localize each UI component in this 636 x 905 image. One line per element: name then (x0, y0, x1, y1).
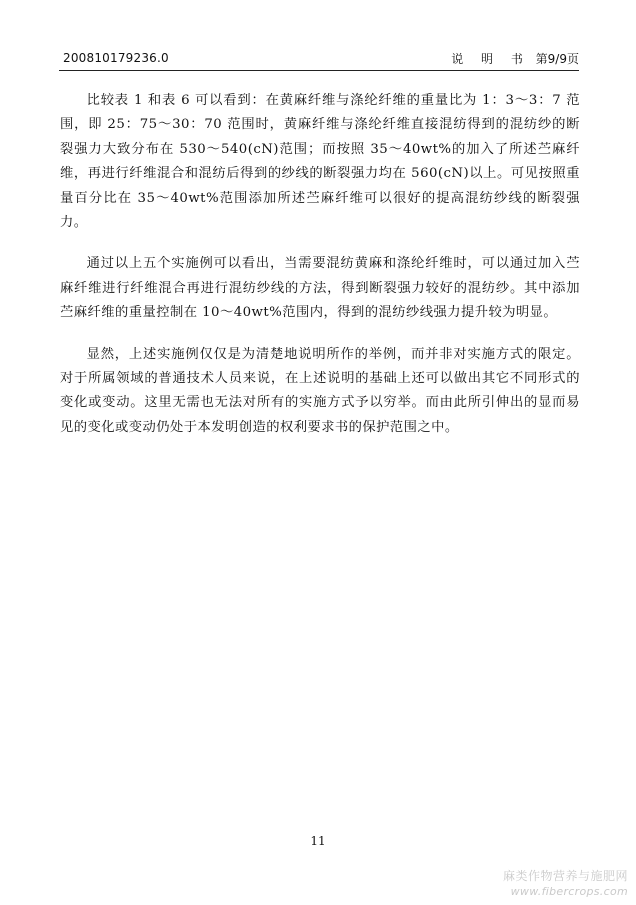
site-watermark (503, 869, 628, 899)
page-indicator: 第9/9页 (535, 52, 579, 66)
paragraph-summary: 通过以上五个实施例可以看出，当需要混纺黄麻和涤纶纤维时，可以通过加入苎麻纤维进行纤维混合再进行混纺纱线的方法，得到断裂强力较好的混纺纱。其中添加苎麻纤维的重量控制在 10～40wt%范围内，得到的混纺纱线强力提升较为明显。 (60, 256, 580, 321)
header-divider (59, 70, 579, 71)
paragraph-comparison: 比较表 1 和表 6 可以看到：在黄麻纤维与涤纶纤维的重量比为 1：3～3：7 范围，即 25：75～30：70 范围时，黄麻纤维与涤纶纤维直接混纺得到的混纺纱的断裂强力大致分布在 530～540(cN)范围；而按照 35～40wt%的加入了所述苎麻纤维，再进行纤维混合和混纺后得到的纱线的断裂强力均在 560(cN)以上。可见按照重量百分比在 35～40wt%范围添加所述苎麻纤维可以很好的提高混纺纱线的断裂强力。 (60, 93, 580, 231)
header-title-block (451, 50, 579, 67)
paragraph-disclaimer: 显然，上述实施例仅仅是为清楚地说明所作的举例，而并非对实施方式的限定。对于所属领域的普通技术人员来说，在上述说明的基础上还可以做出其它不同形式的变化或变动。这里无需也无法对所有的实施方式予以穷举。而由此所引伸出的显而易见的变化或变动仍处于本发明创造的权利要求书的保护范围之中。 (60, 346, 580, 435)
watermark-url: www.fibercrops.com (510, 885, 628, 898)
document-body (60, 89, 580, 457)
document-type-title: 说 明 书 (451, 52, 530, 66)
patent-application-number: 200810179236.0 (63, 51, 169, 65)
watermark-site-name: 麻类作物营养与施肥网 (502, 869, 628, 883)
page-number: 11 (310, 834, 326, 848)
